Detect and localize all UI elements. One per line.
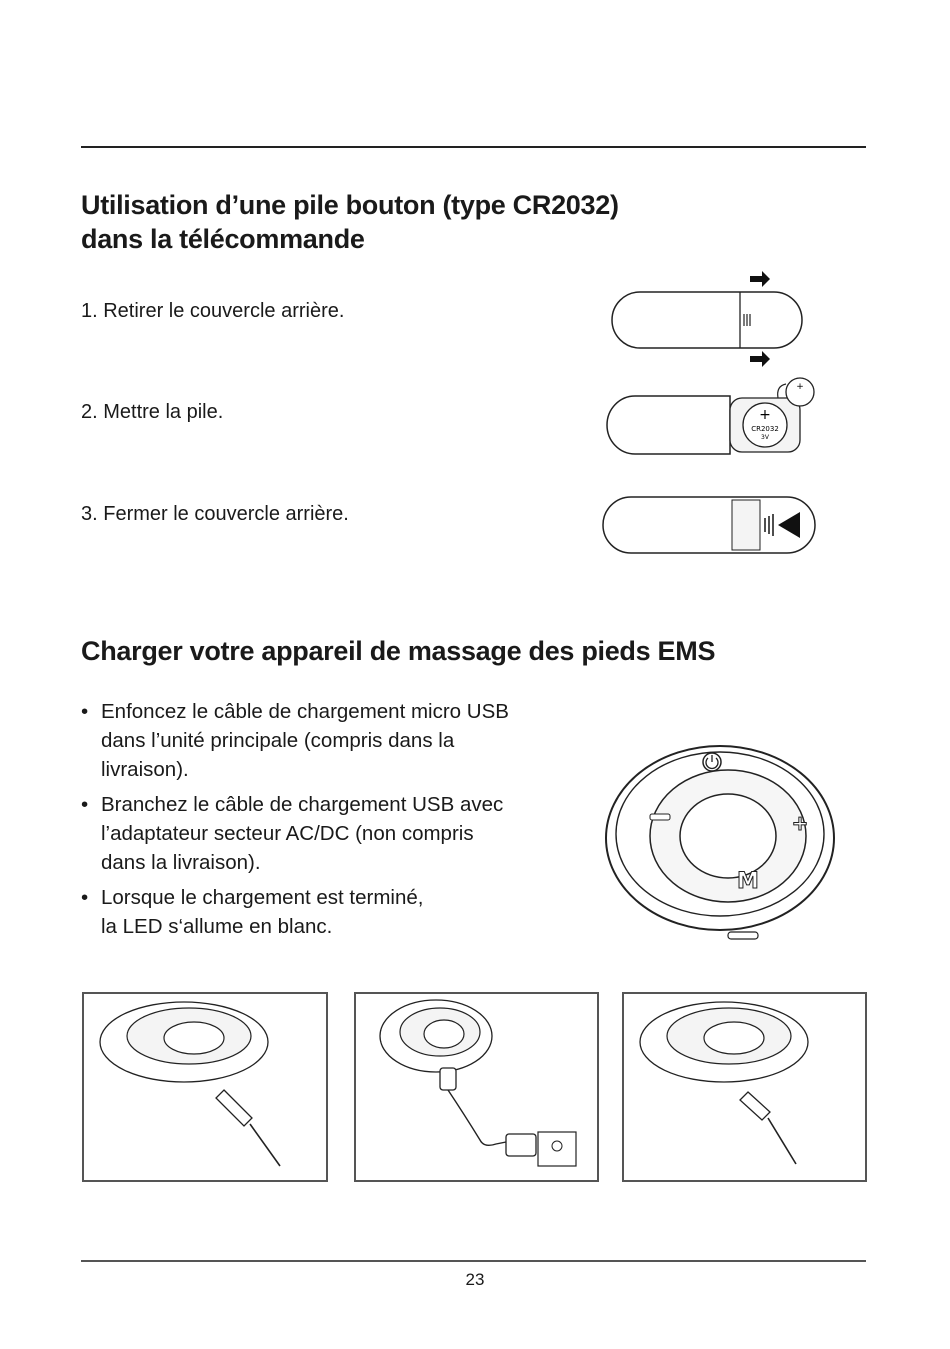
step-2: 2. Mettre la pile. (81, 401, 224, 423)
usb-plug-icon (440, 1068, 456, 1090)
foot-massager-device-illustration (600, 736, 840, 948)
charging-step-frame-2 (354, 992, 599, 1182)
usb-port (728, 932, 758, 939)
adapter-connection-illustration (356, 994, 597, 1180)
section1-title-line2: dans la télécommande (81, 224, 365, 254)
minus-icon (650, 814, 670, 820)
remote-close-cover-illustration (600, 492, 820, 558)
top-rule (81, 146, 866, 148)
section1-title-line1: Utilisation d’une pile bouton (type CR2032) (81, 190, 619, 220)
cable-plug-illustration (84, 994, 326, 1180)
step-3: 3. Fermer le couvercle arrière. (81, 503, 349, 525)
battery-label: CR2032 (751, 425, 779, 433)
step-1: 1. Retirer le couvercle arrière. (81, 300, 345, 322)
charging-complete-illustration (624, 994, 865, 1180)
remote-body (607, 396, 730, 454)
svg-text:+: + (759, 407, 771, 423)
remote-body (612, 292, 802, 348)
list-item: • Enfoncez le câble de chargement micro USB dans l’unité principale (compris dans la livraison). (81, 697, 581, 784)
bottom-rule (81, 1260, 866, 1262)
plus-icon: + (791, 811, 809, 835)
battery-voltage: 3V (761, 434, 769, 441)
bullet-dot: • (81, 793, 89, 816)
usb-plug-icon (216, 1090, 252, 1126)
charging-instructions (81, 697, 581, 947)
bullet-dot: • (81, 700, 89, 723)
bullet-dot: • (81, 886, 89, 909)
usb-plug-icon (740, 1092, 770, 1120)
power-adapter-icon (506, 1134, 536, 1156)
mode-button-label: M (737, 869, 759, 894)
arrow-right-icon (750, 271, 770, 287)
svg-text:+: + (796, 382, 804, 392)
list-item: • Lorsque le chargement est terminé, la LED s‘allume en blanc. (81, 883, 581, 941)
remote-insert-battery-illustration (600, 374, 820, 464)
charging-step-frame-1 (82, 992, 328, 1182)
page-number: 23 (465, 1270, 485, 1289)
remote-open-cover-illustration (600, 268, 820, 378)
charging-step-frame-3 (622, 992, 867, 1182)
section2-title: Charger votre appareil de massage des pieds EMS (81, 636, 716, 666)
arrow-right-icon (750, 351, 770, 367)
list-item: • Branchez le câble de chargement USB avec l’adaptateur secteur AC/DC (non compris dans la livraison). (81, 790, 581, 877)
section1-title (81, 188, 619, 256)
